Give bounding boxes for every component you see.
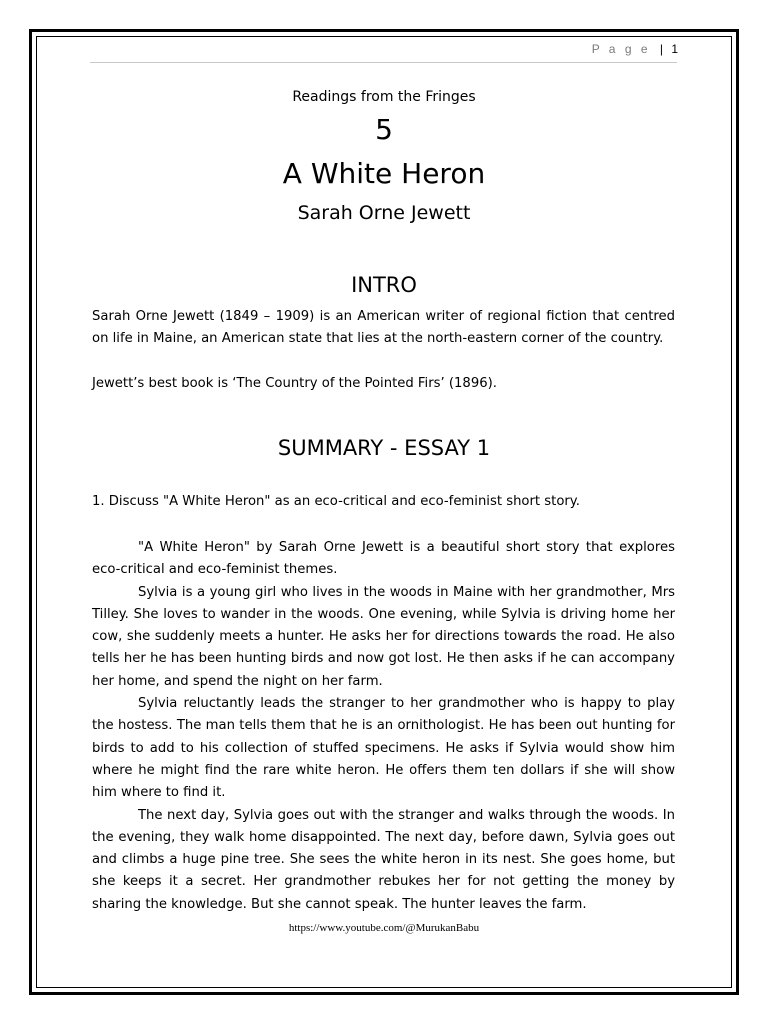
chapter-number: 5 <box>375 113 393 146</box>
essay-paragraph: "A White Heron" by Sarah Orne Jewett is a beautiful short story that explores eco-critical and eco-feminist themes. <box>92 540 675 578</box>
page-number-header <box>592 42 678 56</box>
story-title: A White Heron <box>282 157 486 190</box>
essay-paragraph: The next day, Sylvia goes out with the stranger and walks through the woods. In the evening, they walk home disappointed. The next day, before dawn, Sylvia goes out and climbs a huge pine tree. She sees the white heron in its nest. She goes home, but she keeps it a secret. Her grandmother rebukes her for not getting the money by sharing the knowledge. But she cannot speak. The hunter leaves the farm. <box>92 807 675 912</box>
page-label: P a g e <box>591 42 651 56</box>
intro-paragraph: Sarah Orne Jewett (1849 – 1909) is an American writer of regional fiction that centred on life in Maine, an American state that lies at the north-eastern corner of the country. <box>92 309 675 347</box>
page-number: 1 <box>671 42 678 56</box>
essay-question: 1. Discuss "A White Heron" as an eco-critical and eco-feminist short story. <box>92 494 580 509</box>
essay-body <box>92 537 675 916</box>
essay-paragraph: Sylvia is a young girl who lives in the woods in Maine with her grandmother, Mrs Tilley. She loves to wander in the woods. One evening, while Sylvia is driving home her cow, she suddenly meets a hunter. He asks her for directions towards the road. He also tells her he has been hunting birds and now got lost. He then asks if he can accompany her home, and spend the night on her farm. <box>92 584 675 689</box>
summary-heading: SUMMARY - ESSAY 1 <box>277 436 491 460</box>
header-rule <box>90 62 677 63</box>
intro-heading: INTRO <box>351 273 417 297</box>
footer-url: https://www.youtube.com/@MurukanBabu <box>288 922 480 934</box>
page-separator: | <box>659 42 663 56</box>
series-title: Readings from the Fringes <box>292 89 476 105</box>
essay-paragraph: Sylvia reluctantly leads the stranger to her grandmother who is happy to play the hostess. The man tells them that he is an ornithologist. He has been out hunting for birds to add to his collection of stuffed specimens. He asks if Sylvia would show him where he might find the rare white heron. He offers them ten dollars if she will show him where to find it. <box>92 696 675 801</box>
author-name: Sarah Orne Jewett <box>297 202 471 224</box>
intro-paragraph-best-book: Jewett’s best book is ‘The Country of the Pointed Firs’ (1896). <box>92 376 497 391</box>
